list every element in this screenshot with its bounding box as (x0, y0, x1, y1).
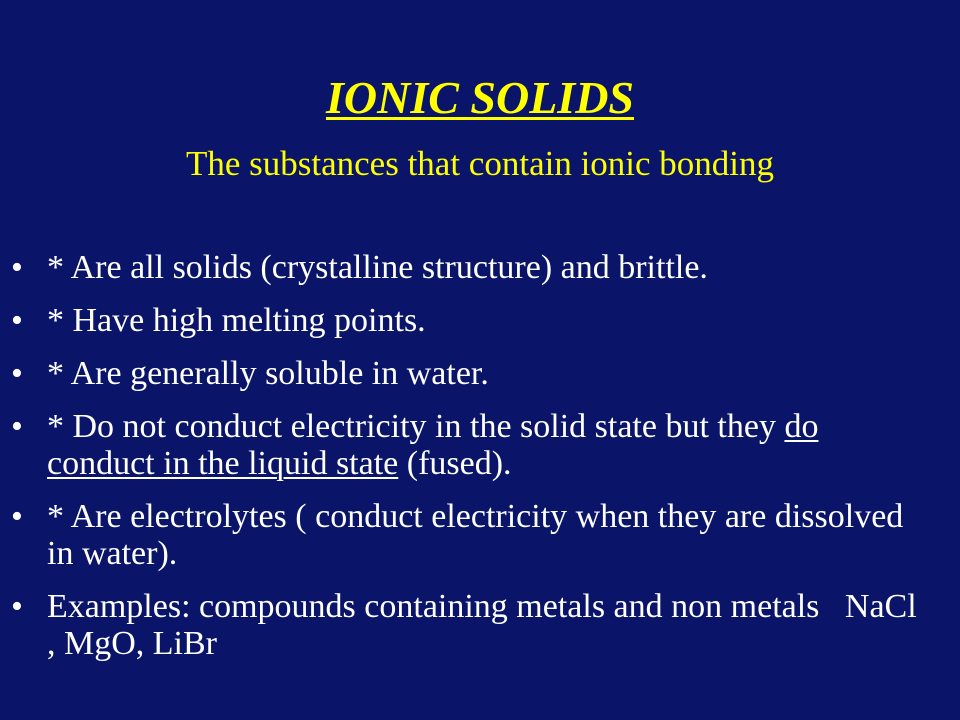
bullet-item-soluble (0, 355, 960, 392)
slide-subtitle: The substances that contain ionic bonding (185, 144, 775, 183)
bullet-dot-icon: • (11, 498, 23, 535)
bullet-item-conductivity (0, 408, 960, 482)
bullet-dot-icon: • (11, 302, 23, 339)
bullet-text: * Are generally soluble in water. (47, 355, 489, 392)
bullet-text-after: (fused). (398, 445, 512, 482)
bullet-item-melting-points (0, 302, 960, 339)
bullet-dot-icon: • (11, 355, 23, 392)
bullet-item-examples (0, 588, 960, 662)
bullet-dot-icon: • (11, 588, 23, 625)
bullet-dot-icon: • (11, 249, 23, 286)
bullet-item-electrolytes (0, 498, 960, 572)
bullet-dot-icon: • (11, 408, 23, 445)
bullet-text: Examples: compounds containing metals and non metals NaCl , MgO, LiBr (47, 588, 926, 662)
bullet-text: * Have high melting points. (47, 302, 426, 339)
bullet-text: * Are all solids (crystalline structure) and brittle. (47, 249, 708, 286)
bullet-text: * Are electrolytes ( conduct electricity when they are dissolved in water). (47, 498, 904, 572)
bullet-text-before: * Do not conduct electricity in the solid state but they (47, 408, 785, 445)
bullet-text-underlined: do conduct in the liquid state (47, 408, 819, 482)
bullet-list (0, 249, 960, 678)
slide-title: IONIC SOLIDS (325, 72, 635, 123)
bullet-item-solids (0, 249, 960, 286)
